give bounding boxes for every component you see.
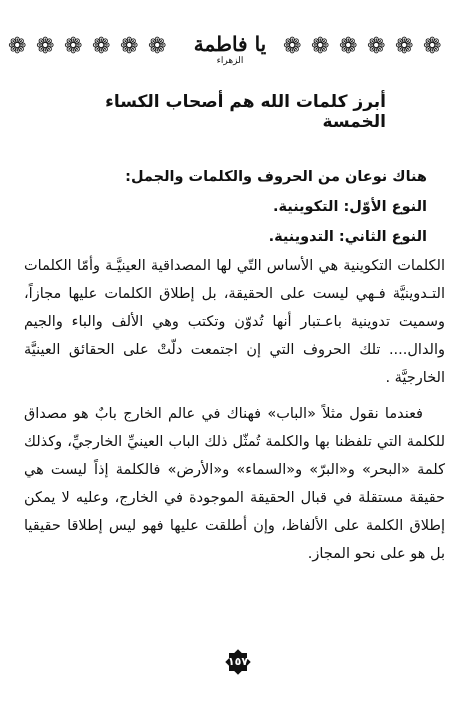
calligraphy-main: يا فاطمة — [193, 32, 267, 56]
flower-ornament-icon: ❁ — [64, 34, 83, 59]
flower-ornament-icon: ❁ — [423, 34, 442, 59]
flower-ornament-icon: ❁ — [120, 34, 139, 59]
body-text — [24, 162, 445, 568]
type-two-line: النوع الثاني: التدوينية. — [268, 229, 427, 245]
page-number-badge — [224, 648, 252, 676]
flower-ornament-icon: ❁ — [339, 34, 358, 59]
flower-ornament-icon: ❁ — [367, 34, 386, 59]
flower-ornament-icon: ❁ — [36, 34, 55, 59]
flower-ornament-icon: ❁ — [148, 34, 167, 59]
paragraph-door-example: فعندما نقول مثلاً «الباب» فهناك في عالم الخارج بابٌ هو مصداق للكلمة التي تلفظنا بها والكلمة تُمثّل ذلك الباب العينيِّ الخارجيِّ، وكذلك كلمة «البحر» و«البرّ» و«السماء» و«الأرض» فالكلمة إذاً ليست هي حقيقة مستقلة في قبال الحقيقة الموجودة في الخارج، وعليه لا يمكن إطلاق الكلمة على الألفاظ، وإن أطلقت عليها فهو ليس إطلاقا حقيقيا بل هو على نحو المجاز. — [24, 406, 445, 562]
intro-line: هناك نوعان من الحروف والكلمات والجمل: — [125, 169, 427, 185]
section-title: أبرز كلمات الله هم أصحاب الكساء الخمسة — [105, 92, 386, 132]
calligraphy-small: الزهراء — [216, 56, 244, 66]
flower-ornament-icon: ❁ — [283, 34, 302, 59]
paragraph-creational-words: الكلمات التكوينية هي الأساس التّي لها المصداقية العينيَّـة وأمّا الكلمات التـدوينيَّة فـهي ليست على الحقيقة، بل إطلاق الكلمات عليها مجازاً، وسميت تدوينية باعـتبار أنها تُدوّن وتكتب وهي الألف والباء والجيم والدال.... تلك الحروف التي إن اجتمعت دلّتْ على الحقائق العينيَّة الخارجيَّة . — [24, 258, 445, 386]
flower-ornament-icon: ❁ — [8, 34, 27, 59]
type-one-line: النوع الأوّل: التكوينية. — [272, 199, 427, 215]
flower-ornament-icon: ❁ — [92, 34, 111, 59]
header-calligraphy — [190, 32, 270, 80]
page-header — [0, 30, 469, 74]
page-number: ١٥٧ — [227, 655, 249, 668]
flower-ornament-icon: ❁ — [395, 34, 414, 59]
flower-ornament-icon: ❁ — [311, 34, 330, 59]
